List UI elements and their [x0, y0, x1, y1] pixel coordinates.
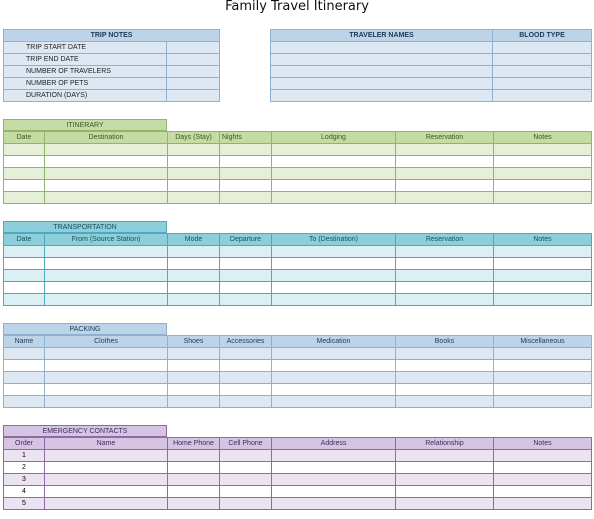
table-row [4, 372, 592, 384]
blood-type-cell[interactable] [493, 54, 592, 66]
order-number: 2 [4, 462, 45, 474]
itinerary-col-notes: Notes [494, 132, 592, 144]
itinerary-label: ITINERARY [3, 119, 167, 131]
number-of-pets-label: NUMBER OF PETS [4, 78, 167, 90]
table-row [4, 450, 592, 462]
packing-col-accessories: Accessories [220, 336, 272, 348]
table-row [4, 156, 592, 168]
traveler-name-cell[interactable] [271, 90, 493, 102]
table-row [4, 486, 592, 498]
order-number: 1 [4, 450, 45, 462]
trip-start-date-label: TRIP START DATE [4, 42, 167, 54]
transport-col-from: From (Source Station) [45, 234, 168, 246]
itinerary-col-lodging: Lodging [272, 132, 396, 144]
emergency-col-relationship: Relationship [396, 438, 494, 450]
transport-col-mode: Mode [168, 234, 220, 246]
transportation-label: TRANSPORTATION [3, 221, 167, 233]
table-row [4, 462, 592, 474]
traveler-name-cell[interactable] [271, 66, 493, 78]
emergency-col-notes: Notes [494, 438, 592, 450]
transport-col-departure: Departure [220, 234, 272, 246]
blood-type-cell[interactable] [493, 78, 592, 90]
packing-col-medication: Medication [272, 336, 396, 348]
trip-end-date-label: TRIP END DATE [4, 54, 167, 66]
table-row [4, 168, 592, 180]
itinerary-col-reservation: Reservation [396, 132, 494, 144]
table-row [4, 246, 592, 258]
travelers-table [270, 29, 592, 102]
table-row [4, 498, 592, 510]
emergency-col-cell-phone: Cell Phone [220, 438, 272, 450]
blood-type-cell[interactable] [493, 42, 592, 54]
table-row [4, 474, 592, 486]
number-of-travelers-label: NUMBER OF TRAVELERS [4, 66, 167, 78]
packing-col-name: Name [4, 336, 45, 348]
table-row [4, 384, 592, 396]
emergency-col-home-phone: Home Phone [168, 438, 220, 450]
traveler-name-cell[interactable] [271, 78, 493, 90]
order-number: 3 [4, 474, 45, 486]
transport-col-to: To (Destination) [272, 234, 396, 246]
trip-notes-header: TRIP NOTES [4, 30, 220, 42]
traveler-name-cell[interactable] [271, 54, 493, 66]
packing-col-misc: Miscellaneous [494, 336, 592, 348]
blood-type-cell[interactable] [493, 66, 592, 78]
duration-days-label: DURATION (DAYS) [4, 90, 167, 102]
emergency-col-address: Address [272, 438, 396, 450]
transport-col-date: Date [4, 234, 45, 246]
table-row [4, 282, 592, 294]
table-row [4, 348, 592, 360]
emergency-col-order: Order [4, 438, 45, 450]
itinerary-col-days: Days (Stay) [168, 132, 220, 144]
table-row [4, 270, 592, 282]
page-title: Family Travel Itinerary [225, 0, 369, 14]
traveler-names-header: TRAVELER NAMES [271, 30, 493, 42]
table-row [4, 258, 592, 270]
table-row [4, 192, 592, 204]
duration-days-cell[interactable] [167, 90, 220, 102]
trip-notes-table [3, 29, 220, 102]
table-row [4, 294, 592, 306]
packing-col-clothes: Clothes [45, 336, 168, 348]
number-of-pets-cell[interactable] [167, 78, 220, 90]
transport-col-notes: Notes [494, 234, 592, 246]
packing-table [3, 335, 592, 408]
table-row [4, 180, 592, 192]
emergency-contacts-table [3, 437, 592, 510]
order-number: 4 [4, 486, 45, 498]
packing-col-books: Books [396, 336, 494, 348]
packing-label: PACKING [3, 323, 167, 335]
table-row [4, 144, 592, 156]
order-number: 5 [4, 498, 45, 510]
itinerary-col-nights: Nights [220, 132, 272, 144]
table-row [4, 360, 592, 372]
transport-col-reservation: Reservation [396, 234, 494, 246]
itinerary-table [3, 131, 592, 204]
packing-col-shoes: Shoes [168, 336, 220, 348]
emergency-contacts-label: EMERGENCY CONTACTS [3, 425, 167, 437]
trip-end-date-cell[interactable] [167, 54, 220, 66]
transportation-table [3, 233, 592, 306]
itinerary-col-destination: Destination [45, 132, 168, 144]
itinerary-col-date: Date [4, 132, 45, 144]
emergency-col-name: Name [45, 438, 168, 450]
blood-type-cell[interactable] [493, 90, 592, 102]
table-row [4, 396, 592, 408]
number-of-travelers-cell[interactable] [167, 66, 220, 78]
blood-type-header: BLOOD TYPE [493, 30, 592, 42]
trip-start-date-cell[interactable] [167, 42, 220, 54]
traveler-name-cell[interactable] [271, 42, 493, 54]
